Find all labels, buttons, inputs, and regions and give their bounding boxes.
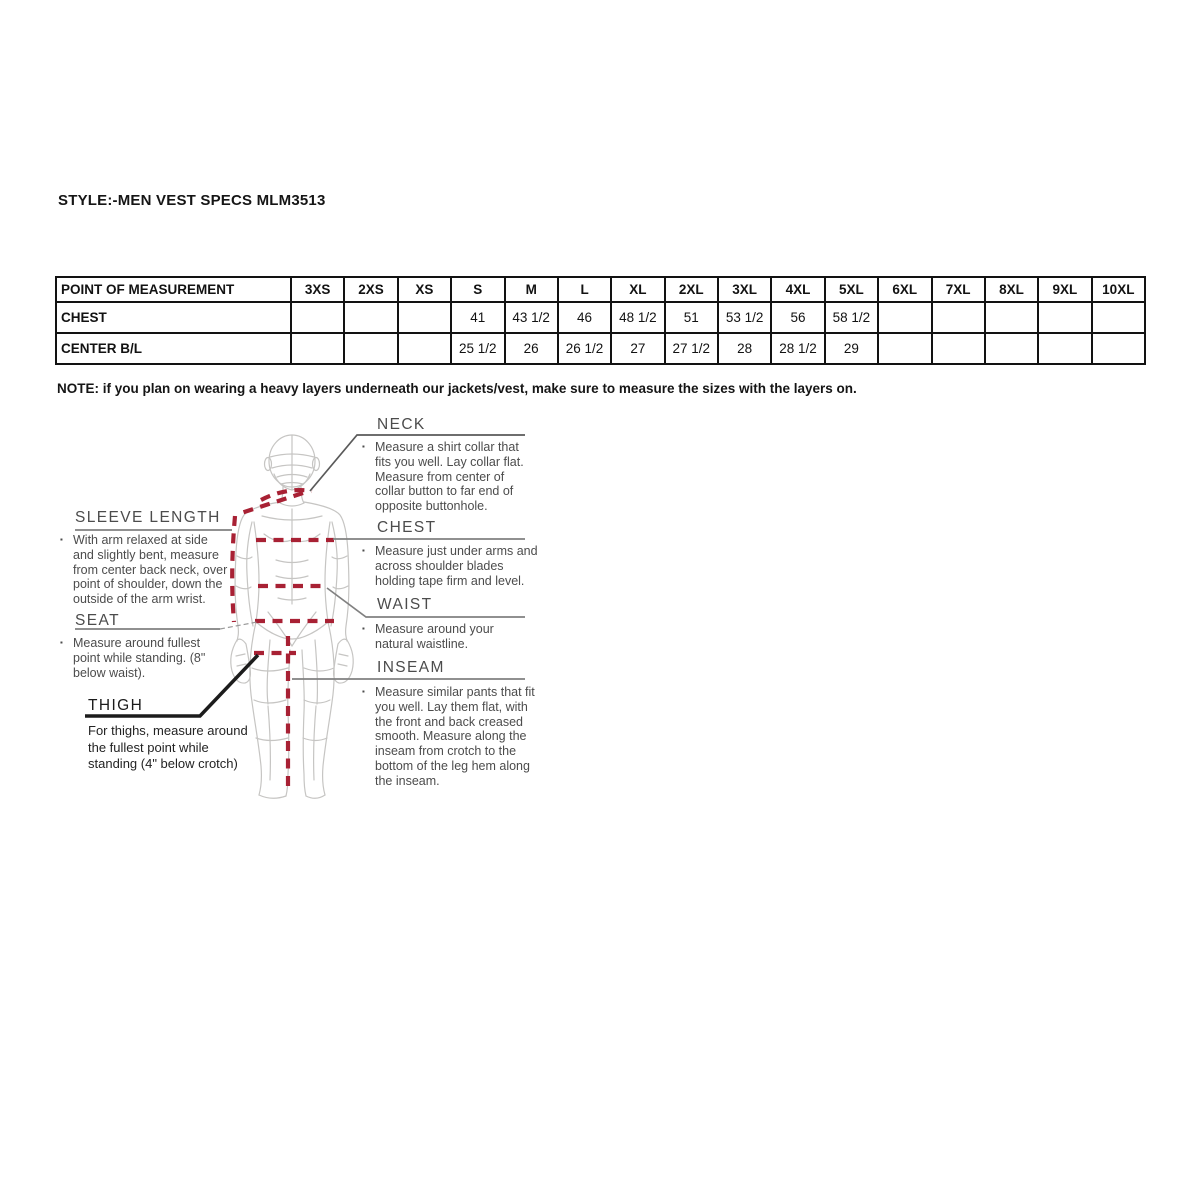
size-value-cell <box>398 302 451 333</box>
size-column-header: 5XL <box>825 277 878 302</box>
size-column-header: L <box>558 277 611 302</box>
size-value-cell <box>344 302 397 333</box>
seat-heading: SEAT <box>75 612 120 629</box>
layering-note: NOTE: if you plan on wearing a heavy layers underneath our jackets/vest, make sure to measure the sizes with the layers on. <box>57 381 857 396</box>
size-column-header: XS <box>398 277 451 302</box>
size-column-header: 7XL <box>932 277 985 302</box>
bullet-icon: ▪ <box>60 638 63 647</box>
size-value-cell <box>985 333 1038 364</box>
sleeve-arm-measure-line <box>232 516 235 622</box>
size-value-cell <box>878 333 931 364</box>
bullet-icon: ▪ <box>362 624 365 633</box>
size-value-cell <box>291 333 344 364</box>
sleeve-shoulder-measure-line <box>238 493 303 514</box>
size-value-cell: 41 <box>451 302 504 333</box>
row-label: CHEST <box>56 302 291 333</box>
page-title: STYLE:-MEN VEST SPECS MLM3513 <box>58 192 326 209</box>
waist-description: ▪ Measure around your natural waistline. <box>362 622 494 651</box>
inseam-heading: INSEAM <box>377 659 445 676</box>
size-value-cell: 26 1/2 <box>558 333 611 364</box>
size-value-cell <box>291 302 344 333</box>
size-value-cell <box>1038 333 1091 364</box>
size-column-header: 4XL <box>771 277 824 302</box>
size-value-cell: 26 <box>505 333 558 364</box>
size-value-cell: 51 <box>665 302 718 333</box>
size-value-cell: 25 1/2 <box>451 333 504 364</box>
size-column-header: M <box>505 277 558 302</box>
size-column-header: 9XL <box>1038 277 1091 302</box>
size-chart-header-row <box>56 277 1145 302</box>
size-value-cell: 27 1/2 <box>665 333 718 364</box>
size-column-header: S <box>451 277 504 302</box>
size-value-cell <box>932 302 985 333</box>
size-column-header: XL <box>611 277 664 302</box>
size-value-cell <box>1092 333 1145 364</box>
size-value-cell <box>1092 302 1145 333</box>
neck-measure-line <box>261 490 312 500</box>
size-value-cell: 28 1/2 <box>771 333 824 364</box>
neck-description: ▪ Measure a shirt collar that fits you well. Lay collar flat. Measure from center of collar button to far end of opposite buttonhole. <box>362 440 524 513</box>
bullet-icon: ▪ <box>362 687 365 696</box>
thigh-heading: THIGH <box>88 697 144 714</box>
point-of-measurement-header: POINT OF MEASUREMENT <box>56 277 291 302</box>
size-value-cell: 29 <box>825 333 878 364</box>
size-column-header: 2XS <box>344 277 397 302</box>
seat-leader-line <box>220 622 257 629</box>
size-column-header: 10XL <box>1092 277 1145 302</box>
size-chart-table <box>55 276 1146 365</box>
size-column-header: 6XL <box>878 277 931 302</box>
size-column-header: 2XL <box>665 277 718 302</box>
size-value-cell <box>344 333 397 364</box>
seat-description: ▪ Measure around fullest point while standing. (8" below waist). <box>60 636 206 680</box>
size-column-header: 3XL <box>718 277 771 302</box>
table-row <box>56 333 1145 364</box>
size-value-cell <box>932 333 985 364</box>
row-label: CENTER B/L <box>56 333 291 364</box>
size-value-cell: 53 1/2 <box>718 302 771 333</box>
neck-heading: NECK <box>377 416 426 433</box>
chest-description: ▪ Measure just under arms and across shoulder blades holding tape firm and level. <box>362 544 538 588</box>
size-value-cell <box>398 333 451 364</box>
size-value-cell: 48 1/2 <box>611 302 664 333</box>
thigh-description: For thighs, measure around the fullest point while standing (4" below crotch) <box>88 723 248 772</box>
size-value-cell: 56 <box>771 302 824 333</box>
size-column-header: 8XL <box>985 277 1038 302</box>
size-value-cell <box>985 302 1038 333</box>
size-column-header: 3XS <box>291 277 344 302</box>
size-value-cell: 28 <box>718 333 771 364</box>
table-row <box>56 302 1145 333</box>
inseam-description: ▪ Measure similar pants that fit you well. Lay them flat, with the front and back creased smooth. Measure along the inseam from crotch to the bottom of the leg hem along the inseam. <box>362 685 535 788</box>
size-value-cell: 43 1/2 <box>505 302 558 333</box>
sleeve-length-description: ▪ With arm relaxed at side and slightly bent, measure from center back neck, over point of shoulder, down the outside of the arm wrist. <box>60 533 228 606</box>
sleeve-length-heading: SLEEVE LENGTH <box>75 509 221 526</box>
size-value-cell <box>878 302 931 333</box>
bullet-icon: ▪ <box>362 546 365 555</box>
size-value-cell: 27 <box>611 333 664 364</box>
bullet-icon: ▪ <box>362 442 365 451</box>
size-value-cell: 46 <box>558 302 611 333</box>
waist-heading: WAIST <box>377 596 433 613</box>
bullet-icon: ▪ <box>60 535 63 544</box>
chest-heading: CHEST <box>377 519 437 536</box>
size-value-cell <box>1038 302 1091 333</box>
size-value-cell: 58 1/2 <box>825 302 878 333</box>
